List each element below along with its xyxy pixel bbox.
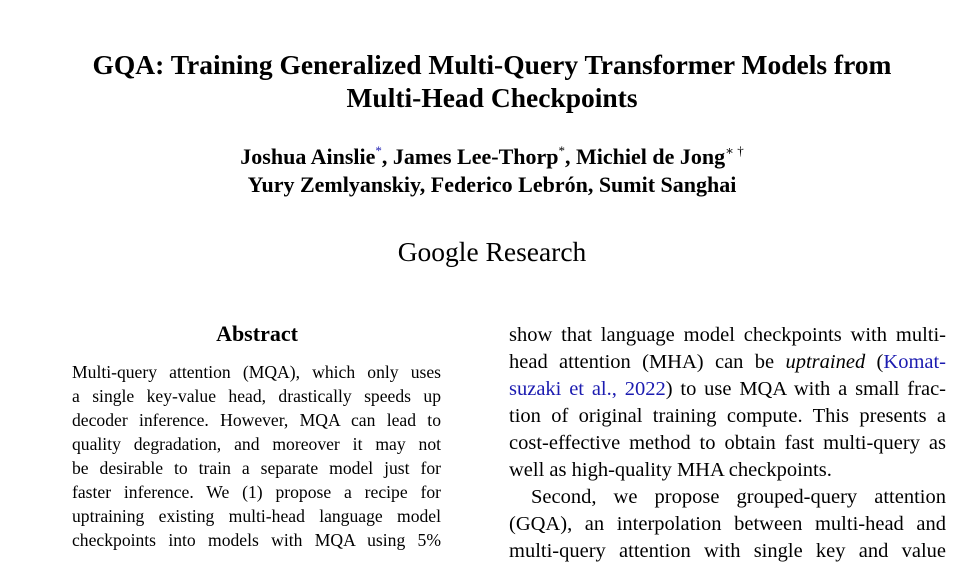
author-footnote-mark[interactable]: * bbox=[375, 143, 382, 158]
title-line-1: GQA: Training Generalized Multi-Query Transformer Models from bbox=[92, 49, 892, 80]
body-line: cost-effective method to obtain fast multi-query as bbox=[509, 432, 946, 454]
body-line: (GQA), an interpolation between multi-head and bbox=[509, 513, 946, 535]
author-footnote-mark: * bbox=[558, 143, 565, 158]
abstract-line: uptraining existing multi-head language model bbox=[72, 506, 441, 526]
affiliation: Google Research bbox=[397, 236, 587, 267]
authors-line-2: Yury Zemlyanskiy, Federico Lebrón, Sumit Sanghai bbox=[247, 172, 737, 197]
body-line: show that language model checkpoints with multi- bbox=[509, 324, 946, 346]
body-text: head attention (MHA) can be bbox=[509, 351, 786, 373]
body-line bbox=[509, 376, 946, 403]
abstract-line: Multi-query attention (MQA), which only uses bbox=[72, 362, 441, 382]
body-line: multi-query attention with single key and value bbox=[509, 540, 946, 562]
abstract-line: a single key-value head, drastically speeds up bbox=[72, 386, 441, 406]
authors-line-1 bbox=[40, 143, 944, 171]
author-separator: , bbox=[381, 144, 393, 169]
paper-title bbox=[40, 48, 944, 114]
author-footnote-mark: ∗ † bbox=[725, 143, 744, 158]
author-name: James Lee-Thorp bbox=[392, 144, 559, 169]
citation-link[interactable]: suzaki et al., 2022 bbox=[509, 378, 666, 400]
body-line: tion of original training compute. This presents a bbox=[509, 405, 946, 427]
body-line bbox=[509, 349, 946, 376]
body-line: well as high-quality MHA checkpoints. bbox=[509, 459, 832, 481]
citation-link[interactable]: Komat- bbox=[883, 351, 947, 373]
abstract-line: checkpoints into models with MQA using 5% bbox=[72, 530, 441, 550]
emphasis-text: uptrained bbox=[785, 351, 866, 373]
body-text: ) to use MQA with a small frac- bbox=[665, 378, 946, 400]
abstract-line: quality degradation, and moreover it may not bbox=[72, 434, 441, 454]
body-line: Second, we propose grouped-query attention bbox=[531, 486, 946, 508]
abstract-line: be desirable to train a separate model just for bbox=[72, 458, 441, 478]
author-name: Joshua Ainslie bbox=[240, 144, 376, 169]
author-list bbox=[40, 143, 944, 199]
title-line-2: Multi-Head Checkpoints bbox=[346, 82, 638, 113]
abstract-line: decoder inference. However, MQA can lead to bbox=[72, 410, 441, 430]
author-separator: , bbox=[565, 144, 576, 169]
author-name: Michiel de Jong bbox=[576, 144, 726, 169]
abstract-line: faster inference. We (1) propose a recipe for bbox=[72, 482, 441, 502]
body-text: ( bbox=[865, 351, 884, 373]
right-column-text bbox=[509, 322, 946, 565]
abstract-body bbox=[72, 360, 441, 552]
abstract-heading: Abstract bbox=[216, 321, 298, 346]
